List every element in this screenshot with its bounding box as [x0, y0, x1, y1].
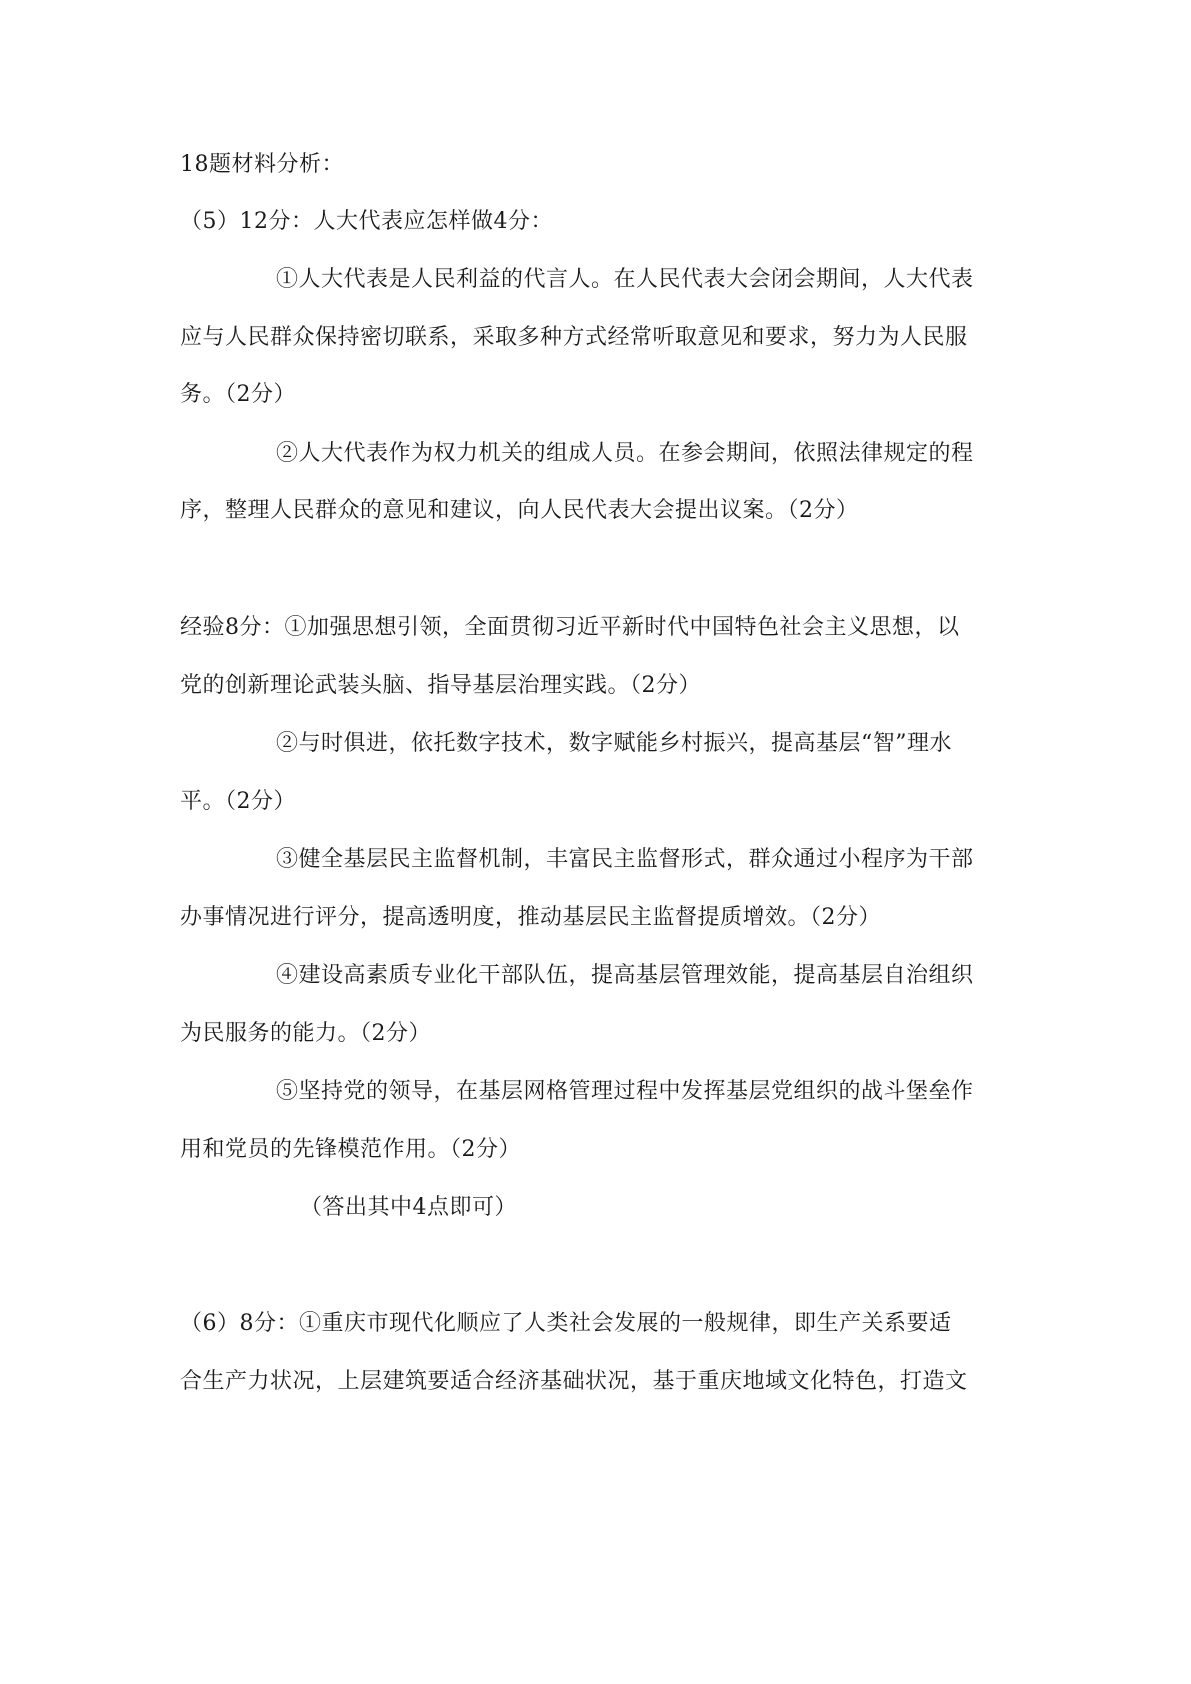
experience-point-3-line-1: ③健全基层民主监督机制，丰富民主监督形式，群众通过小程序为干部: [276, 847, 974, 872]
experience-point-5-line-1: ⑤坚持党的领导，在基层网格管理过程中发挥基层党组织的战斗堡垒作: [276, 1079, 974, 1104]
experience-point-3-line-2: 办事情况进行评分，提高透明度，推动基层民主监督提质增效。（2分）: [180, 905, 881, 930]
experience-point-5-line-2: 用和党员的先锋模范作用。（2分）: [180, 1137, 521, 1162]
experience-point-1-line-1: 经验8分：①加强思想引领，全面贯彻习近平新时代中国特色社会主义思想，以: [180, 615, 960, 640]
q5-point-1-line-3: 务。（2分）: [180, 382, 296, 407]
q5-point-2-line-1: ②人大代表作为权力机关的组成人员。在参会期间，依照法律规定的程: [276, 441, 974, 466]
q5-point-2-line-2: 序，整理人民群众的意见和建议，向人民代表大会提出议案。（2分）: [180, 498, 859, 523]
experience-point-4-line-2: 为民服务的能力。（2分）: [180, 1021, 431, 1046]
question-6-line-2: 合生产力状况，上层建筑要适合经济基础状况，基于重庆地域文化特色，打造文: [180, 1369, 968, 1394]
experience-point-2-line-2: 平。（2分）: [180, 789, 296, 814]
q5-point-1-line-1: ①人大代表是人民利益的代言人。在人民代表大会闭会期间，人大代表: [276, 267, 974, 292]
answer-note: （答出其中4点即可）: [300, 1195, 517, 1220]
question-5-intro: （5）12分：人大代表应怎样做4分：: [180, 209, 553, 234]
experience-point-1-line-2: 党的创新理论武装头脑、指导基层治理实践。（2分）: [180, 673, 701, 698]
q5-point-1-line-2: 应与人民群众保持密切联系，采取多种方式经常听取意见和要求，努力为人民服: [180, 325, 968, 350]
experience-point-2-line-1: ②与时俱进，依托数字技术，数字赋能乡村振兴，提高基层“智”理水: [276, 731, 952, 756]
experience-point-4-line-1: ④建设高素质专业化干部队伍，提高基层管理效能，提高基层自治组织: [276, 963, 974, 988]
section-heading: 18题材料分析：: [180, 152, 344, 177]
question-6-line-1: （6）8分：①重庆市现代化顺应了人类社会发展的一般规律，即生产关系要适: [180, 1311, 952, 1336]
